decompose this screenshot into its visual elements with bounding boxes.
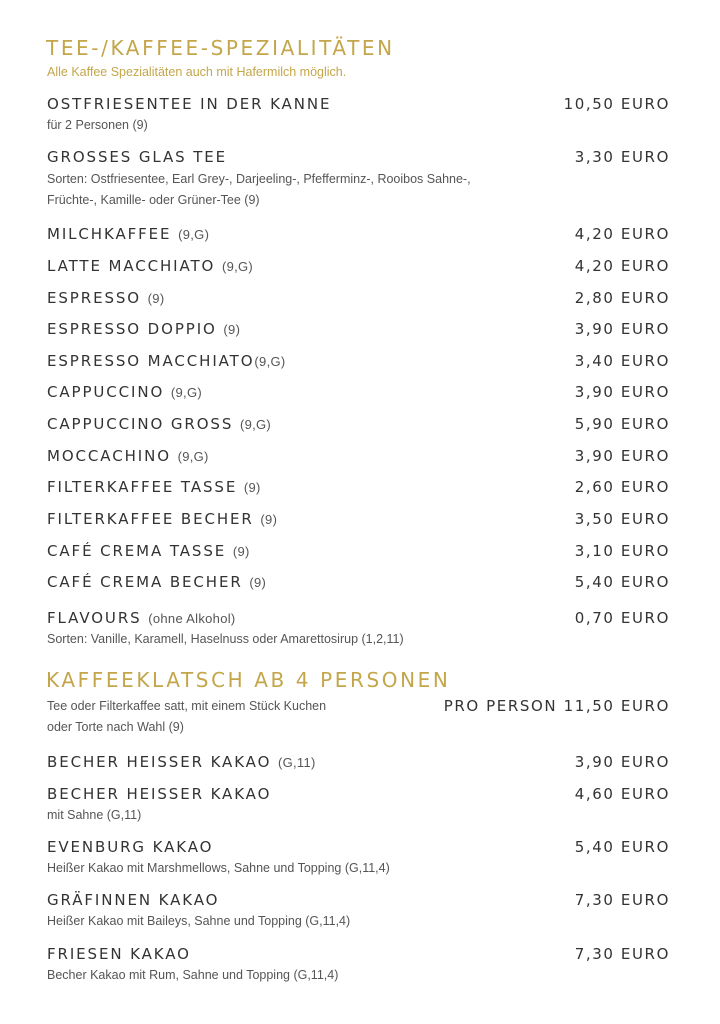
allergen-codes: (9) [260,512,278,527]
menu-item-name: GRÄFINNEN KAKAO [47,891,220,909]
allergen-codes: (9) [147,291,165,306]
menu-item-price: 10,50 EURO [563,95,670,113]
menu-item-desc: Sorten: Vanille, Karamell, Haselnuss oder Amarettosirup (1,2,11) [47,632,404,646]
allergen-note: (ohne Alkohol) [148,611,236,626]
menu-item-name: BECHER HEISSER KAKAO [47,785,272,803]
menu-item-price: 2,60 EURO [574,478,670,496]
menu-item-name: BECHER HEISSER KAKAO (G,11) [47,753,316,771]
menu-item-price: 3,90 EURO [574,383,670,401]
allergen-codes: (9,G) [177,449,209,464]
allergen-codes: (9) [243,480,261,495]
menu-item-name: LATTE MACCHIATO (9,G) [47,257,254,275]
menu-item-name: FILTERKAFFEE TASSE (9) [47,478,261,496]
menu-item-name: MOCCACHINO (9,G) [47,447,209,465]
menu-item-name: CAFÉ CREMA BECHER (9) [47,573,267,591]
menu-item-desc: mit Sahne (G,11) [47,808,142,822]
menu-item-price: 3,90 EURO [574,447,670,465]
kaffeeklatsch-price: PRO PERSON 11,50 EURO [443,697,670,715]
menu-item-price: 3,30 EURO [574,148,670,166]
allergen-codes: (9,G) [239,417,272,432]
menu-item-price: 4,20 EURO [574,225,670,243]
allergen-codes: (G,11) [277,755,316,770]
menu-item-price: 5,40 EURO [574,838,670,856]
menu-item-price: 3,10 EURO [574,542,670,560]
allergen-codes: (9,G) [170,385,202,400]
menu-item-name: FRIESEN KAKAO [47,945,191,963]
allergen-codes: (9) [232,544,250,559]
menu-item-name: GROSSES GLAS TEE [47,148,228,166]
menu-item-name: EVENBURG KAKAO [47,838,214,856]
menu-item-desc: Heißer Kakao mit Baileys, Sahne und Topping (G,11,4) [47,914,351,928]
kaffeeklatsch-desc: Tee oder Filterkaffee satt, mit einem Stück Kuchen [47,699,327,713]
menu-item-name: MILCHKAFFEE (9,G) [47,225,210,243]
allergen-codes: (9) [249,575,267,590]
menu-item-price: 3,40 EURO [574,352,670,370]
section-subtitle: Alle Kaffee Spezialitäten auch mit Hafermilch möglich. [47,65,347,79]
menu-item-desc-line2: Früchte-, Kamille- oder Grüner-Tee (9) [47,193,260,207]
menu-item-price: 4,60 EURO [574,785,670,803]
menu-item-name: FILTERKAFFEE BECHER (9) [47,510,278,528]
menu-item-price: 7,30 EURO [574,945,670,963]
menu-item-name: CAFÉ CREMA TASSE (9) [47,542,250,560]
menu-item-name: CAPPUCCINO GROSS (9,G) [47,415,272,433]
allergen-codes: (9,G) [221,259,254,274]
menu-item-desc: Sorten: Ostfriesentee, Earl Grey-, Darjeeling-, Pfefferminz-, Rooibos Sahne-, [47,172,471,186]
allergen-codes: (9,G) [178,227,210,242]
menu-item-price: 5,90 EURO [574,415,670,433]
menu-item-name: OSTFRIESENTEE IN DER KANNE [47,95,332,113]
menu-item-name: ESPRESSO DOPPIO (9) [47,320,241,338]
menu-item-desc: Heißer Kakao mit Marshmellows, Sahne und Topping (G,11,4) [47,861,390,875]
menu-item-price: 7,30 EURO [574,891,670,909]
menu-item-name: ESPRESSO MACCHIATO(9,G) [47,352,286,370]
menu-item-desc: für 2 Personen (9) [47,118,148,132]
menu-item-name: ESPRESSO (9) [47,289,165,307]
section-title-tea-coffee: TEE-/KAFFEE-SPEZIALITÄTEN [46,36,395,60]
menu-item-desc: Becher Kakao mit Rum, Sahne und Topping (G,11,4) [47,968,339,982]
allergen-codes: (9) [223,322,241,337]
menu-item-name: CAPPUCCINO (9,G) [47,383,202,401]
menu-item-name: FLAVOURS (ohne Alkohol) [47,609,236,627]
menu-item-price: 5,40 EURO [574,573,670,591]
allergen-codes: (9,G) [254,354,286,369]
menu-item-price: 3,90 EURO [574,753,670,771]
section-title-kaffeeklatsch: KAFFEEKLATSCH AB 4 PERSONEN [46,668,451,692]
menu-item-price: 3,50 EURO [574,510,670,528]
menu-item-price: 0,70 EURO [574,609,670,627]
menu-item-price: 4,20 EURO [574,257,670,275]
kaffeeklatsch-desc-line2: oder Torte nach Wahl (9) [47,720,184,734]
menu-item-price: 2,80 EURO [574,289,670,307]
menu-item-price: 3,90 EURO [574,320,670,338]
